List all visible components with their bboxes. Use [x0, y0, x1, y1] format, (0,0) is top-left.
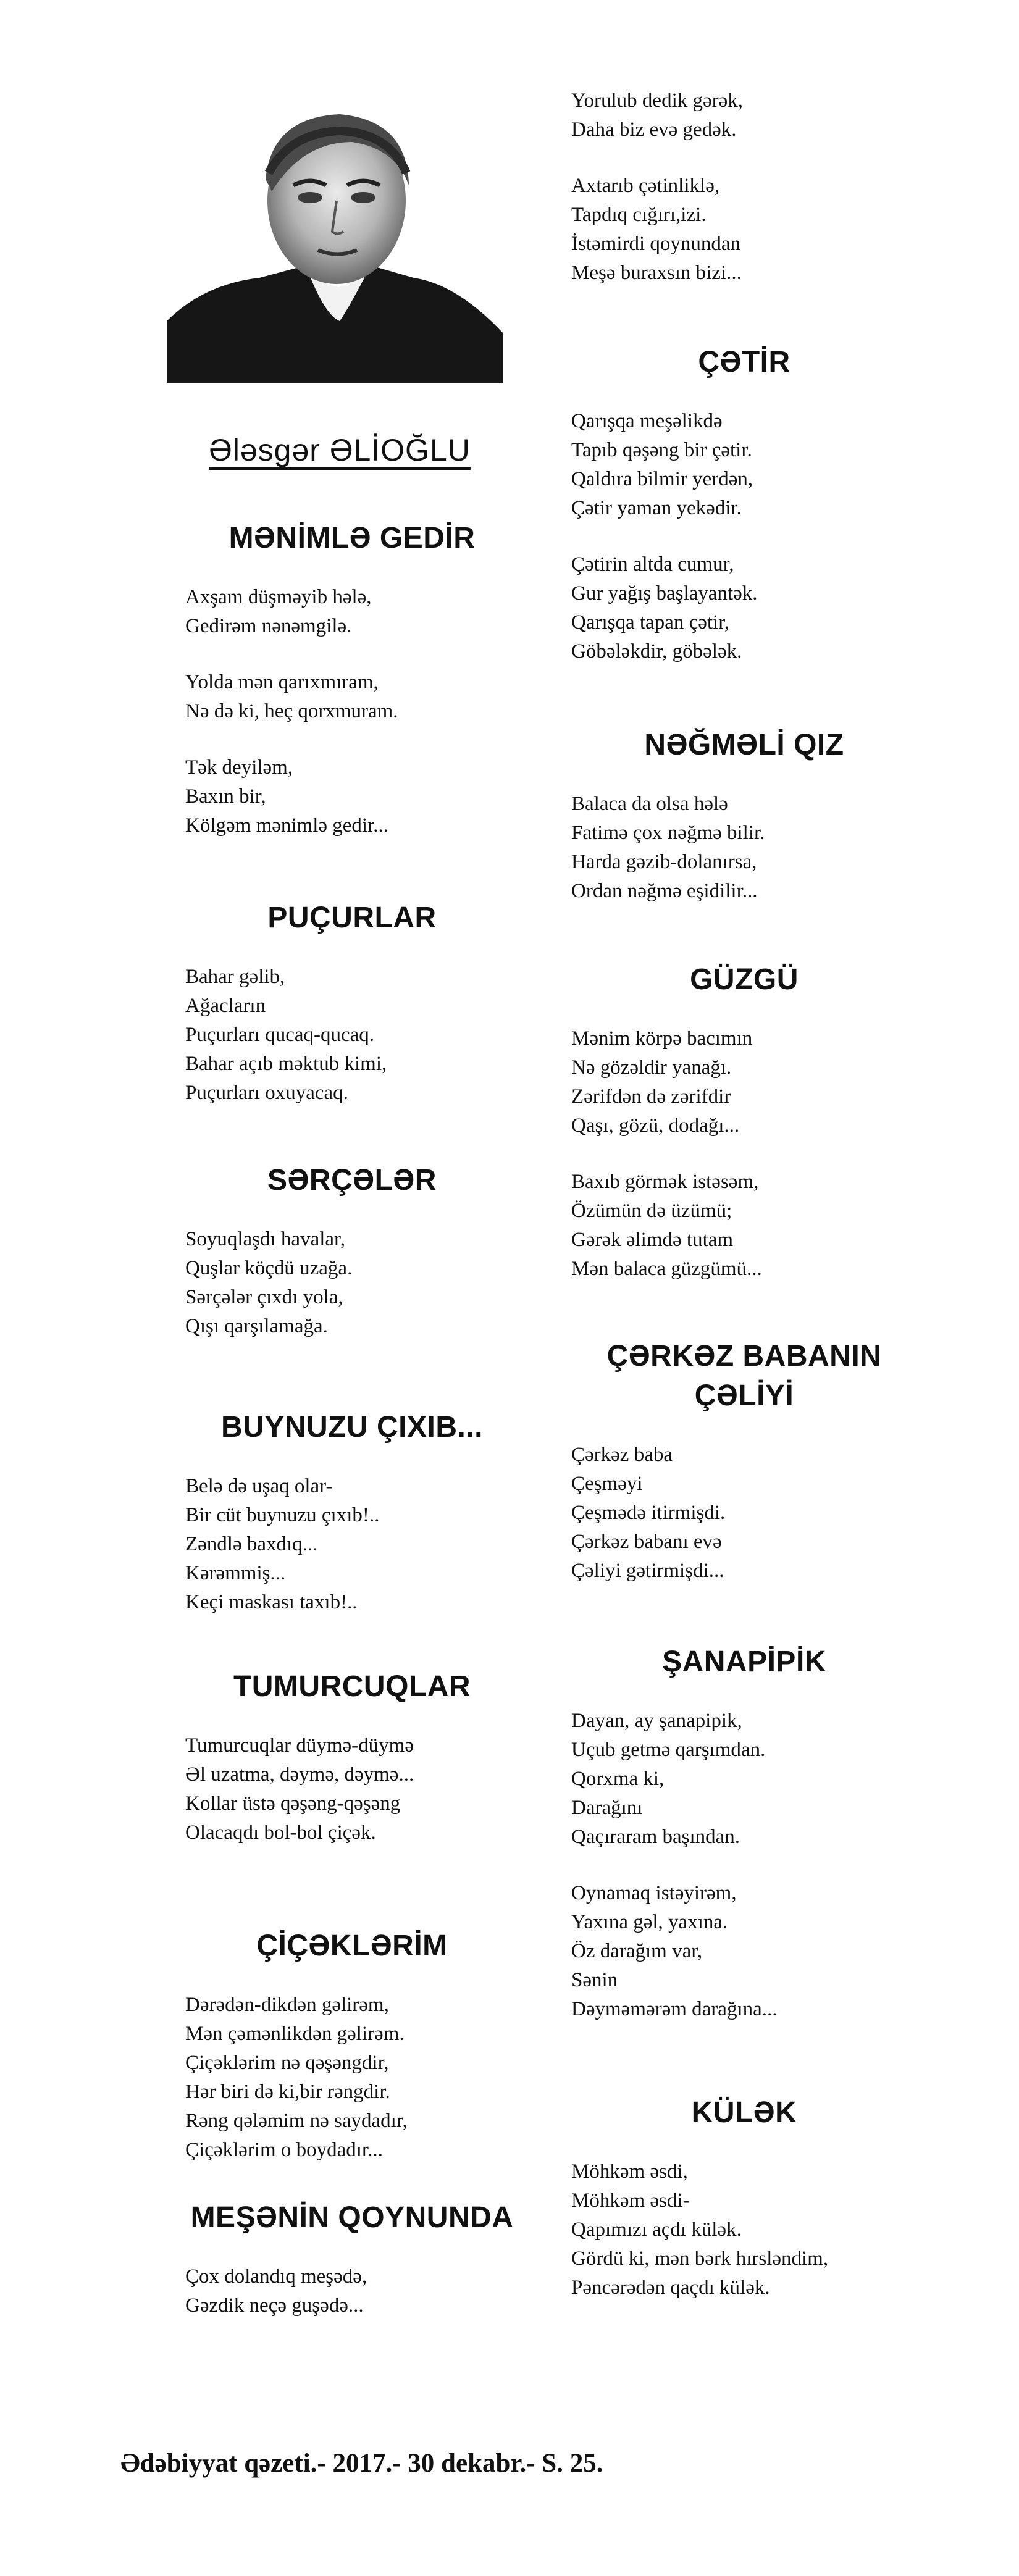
verse-line: Bahar gəlib,	[185, 966, 285, 988]
source-citation: Ədəbiyyat qəzeti.- 2017.- 30 dekabr.- S. 25.	[120, 2449, 603, 2478]
poem	[173, 519, 531, 868]
poem-title-line: PUÇURLAR	[267, 901, 437, 934]
verse-line: Pəncərədən qaçdı külək.	[571, 2277, 770, 2299]
poem-title-line: ÇƏTİR	[698, 346, 790, 378]
verse-line: Baxın bir,	[185, 785, 266, 808]
verse-line: Tək deyiləm,	[185, 756, 293, 779]
poem-title	[571, 960, 917, 1000]
verse-line: Zəndlə baxdıq...	[185, 1533, 318, 1555]
author-portrait-photo	[167, 99, 503, 383]
poem	[173, 1408, 531, 1644]
verse-line: Ordan nəğmə eşidilir...	[571, 880, 758, 902]
stanza	[571, 790, 917, 906]
verse-line: Kölgəm mənimlə gedir...	[185, 814, 389, 837]
verse-line: Qapımızı açdı külək.	[571, 2218, 742, 2241]
verse-line: Tapıb qəşəng bir çətir.	[571, 439, 752, 461]
poem	[571, 1337, 917, 1613]
verse-line: Yorulub dedik gərək,	[571, 90, 744, 112]
poem-title	[173, 1161, 531, 1200]
poem-title-line: MƏNİMLƏ GEDİR	[229, 522, 476, 554]
verse-line: Belə də uşaq olar-	[185, 1475, 333, 1497]
verse-line: Kərəmmiş...	[185, 1562, 286, 1584]
verse-line: Axtarıb çətinliklə,	[571, 175, 720, 197]
poem-title-line: KÜLƏK	[691, 2096, 797, 2129]
poem	[173, 898, 531, 1135]
stanza	[571, 1441, 917, 1586]
stanza	[571, 550, 917, 666]
verse-line: Mən çəmənlikdən gəlirəm.	[185, 2023, 405, 2045]
verse-line: Ağacların	[185, 995, 266, 1017]
stanza	[173, 1225, 531, 1341]
poem-title-line: ÇƏLİYİ	[694, 1379, 794, 1412]
poem	[571, 2093, 917, 2330]
verse-line: Çərkəz baba	[571, 1444, 673, 1466]
verse-line: Qaldıra bilmir yerdən,	[571, 468, 753, 490]
verse-line: Harda gəzib-dolanırsa,	[571, 851, 757, 873]
verse-line: Oynamaq istəyirəm,	[571, 1882, 737, 1904]
verse-line: Kollar üstə qəşəng-qəşəng	[185, 1792, 401, 1815]
poem-title-line: NƏĞMƏLİ QIZ	[644, 729, 844, 761]
verse-line: Çəliyi gətirmişdi...	[571, 1560, 724, 1582]
stanza	[173, 2262, 531, 2320]
poem	[571, 343, 917, 693]
stanza	[173, 1991, 531, 2165]
stanza	[571, 1879, 917, 2024]
verse-line: Axşam düşməyib hələ,	[185, 586, 372, 608]
verse-line: Yolda mən qarıxmıram,	[185, 671, 379, 693]
verse-line: Nə gözəldir yanağı.	[571, 1056, 732, 1079]
verse-line: Uçub getmə qarşımdan.	[571, 1739, 766, 1761]
poem-title-line: ŞANAPİPİK	[662, 1646, 826, 1678]
poem	[173, 1926, 531, 2192]
verse-line: Gəzdik neçə guşədə...	[185, 2294, 364, 2317]
verse-line: Gördü ki, mən bərk hırsləndim,	[571, 2248, 829, 2270]
verse-line: Zərifdən də zərifdir	[571, 1085, 731, 1108]
stanza	[173, 963, 531, 1108]
verse-line: Sərçələr çıxdı yola,	[185, 1286, 343, 1308]
stanza	[173, 668, 531, 726]
poem-title	[571, 2093, 917, 2133]
verse-line: Çox dolandıq meşədə,	[185, 2265, 367, 2288]
verse-line: Quşlar köçdü uzağa.	[185, 1257, 353, 1279]
poem-title	[571, 726, 917, 765]
stanza	[173, 1731, 531, 1847]
verse-line: Fatimə çox nəğmə bilir.	[571, 822, 765, 844]
verse-line: Puçurları oxuyacaq.	[185, 1082, 348, 1104]
verse-line: Dəyməmərəm darağına...	[571, 1998, 778, 2020]
verse-line: Möhkəm əsdi,	[571, 2160, 688, 2183]
stanza	[571, 172, 917, 288]
verse-line: Öz darağım var,	[571, 1940, 703, 1962]
poem-title	[173, 2198, 531, 2238]
verse-line: Çərkəz babanı evə	[571, 1531, 722, 1553]
author-name: Ələsgər ƏLİOĞLU	[209, 433, 471, 467]
poem	[173, 1667, 531, 1875]
verse-line: Meşə buraxsın bizi...	[571, 262, 742, 284]
verse-line: Bir cüt buynuzu çıxıb!..	[185, 1504, 380, 1526]
poem	[571, 1642, 917, 2051]
poem-title-line: MEŞƏNİN QOYNUNDA	[190, 2201, 514, 2234]
verse-line: Tumurcuqlar düymə-düymə	[185, 1734, 414, 1757]
poem	[571, 960, 917, 1311]
verse-line: Qarışqa tapan çətir,	[571, 611, 730, 634]
verse-line: Möhkəm əsdi-	[571, 2189, 690, 2212]
verse-line: Özümün də üzümü;	[571, 1200, 732, 1222]
stanza	[571, 1024, 917, 1140]
stanza	[173, 753, 531, 840]
stanza	[571, 407, 917, 523]
verse-line: Dayan, ay şanapipik,	[571, 1710, 742, 1732]
stanza	[571, 2157, 917, 2302]
poem-title	[571, 343, 917, 382]
verse-line: Gur yağış başlayantək.	[571, 582, 758, 604]
verse-line: Rəng qələmim nə saydadır,	[185, 2110, 408, 2132]
verse-line: Keçi maskası taxıb!..	[185, 1591, 358, 1613]
verse-line: Bahar açıb məktub kimi,	[185, 1053, 387, 1075]
verse-line: Mən balaca güzgümü...	[571, 1258, 762, 1280]
verse-line: Gedirəm nənəmgilə.	[185, 615, 352, 637]
stanza	[571, 1707, 917, 1852]
poem-title	[173, 1926, 531, 1966]
verse-line: Əl uzatma, dəymə, dəymə...	[185, 1763, 414, 1786]
verse-line: Mənim körpə bacımın	[571, 1027, 753, 1050]
verse-line: Darağını	[571, 1797, 643, 1819]
poem	[571, 726, 917, 933]
verse-line: Çeşməyi	[571, 1473, 643, 1495]
verse-line: Sənin	[571, 1969, 618, 1991]
stanza	[173, 583, 531, 641]
poem-title-line: TUMURCUQLAR	[233, 1670, 471, 1703]
stanza	[571, 1168, 917, 1284]
verse-line: Tapdıq cığırı,izi.	[571, 204, 707, 226]
stanza	[571, 86, 917, 144]
poem-title-line: ÇİÇƏKLƏRİM	[256, 1930, 448, 1962]
verse-line: Qorxma ki,	[571, 1768, 665, 1790]
poem-title	[173, 1408, 531, 1447]
verse-line: Balaca da olsa hələ	[571, 793, 728, 815]
verse-line: Çiçəklərim o boydadır...	[185, 2139, 383, 2161]
poem-title-line: GÜZGÜ	[690, 963, 799, 996]
poem	[571, 86, 917, 315]
verse-line: Çeşmədə itirmişdi.	[571, 1502, 726, 1524]
verse-line: Çiçəklərim nə qəşəngdir,	[185, 2052, 389, 2074]
poem-title	[173, 519, 531, 558]
poem-title-line: ÇƏRKƏZ BABANIN	[606, 1340, 882, 1373]
verse-line: Qaşı, gözü, dodağı...	[571, 1114, 740, 1137]
verse-line: Hər biri də ki,bir rəngdir.	[185, 2081, 390, 2103]
poem-title	[571, 1642, 917, 1682]
verse-line: Dərədən-dikdən gəlirəm,	[185, 1994, 389, 2016]
poem-title-line: SƏRÇƏLƏR	[267, 1164, 437, 1197]
verse-line: Qaçıraram başından.	[571, 1826, 740, 1848]
verse-line: Çətir yaman yekədir.	[571, 497, 742, 519]
verse-line: Qışı qarşılamağa.	[185, 1315, 328, 1337]
poem-title-line: BUYNUZU ÇIXIB...	[220, 1411, 483, 1444]
verse-line: Nə də ki, heç qorxmuram.	[185, 700, 398, 722]
verse-line: Olacaqdı bol-bol çiçək.	[185, 1821, 376, 1844]
verse-line: Puçurları qucaq-qucaq.	[185, 1024, 375, 1046]
verse-line: Daha biz evə gedək.	[571, 119, 737, 141]
poem	[173, 1161, 531, 1368]
poem-title	[571, 1337, 917, 1416]
verse-line: Gərək əlimdə tutam	[571, 1229, 734, 1251]
stanza	[173, 1472, 531, 1617]
poem-title	[173, 1667, 531, 1707]
verse-line: Göbələkdir, göbələk.	[571, 640, 742, 663]
verse-line: Qarışqa meşəlikdə	[571, 410, 723, 432]
verse-line: Çətirin altda cumur,	[571, 553, 734, 575]
verse-line: Soyuqlaşdı havalar,	[185, 1228, 345, 1250]
poem-title	[173, 898, 531, 938]
verse-line: Baxıb görmək istəsəm,	[571, 1171, 759, 1193]
poem	[173, 2198, 531, 2348]
verse-line: İstəmirdi qoynundan	[571, 233, 741, 255]
verse-line: Yaxına gəl, yaxına.	[571, 1911, 728, 1933]
